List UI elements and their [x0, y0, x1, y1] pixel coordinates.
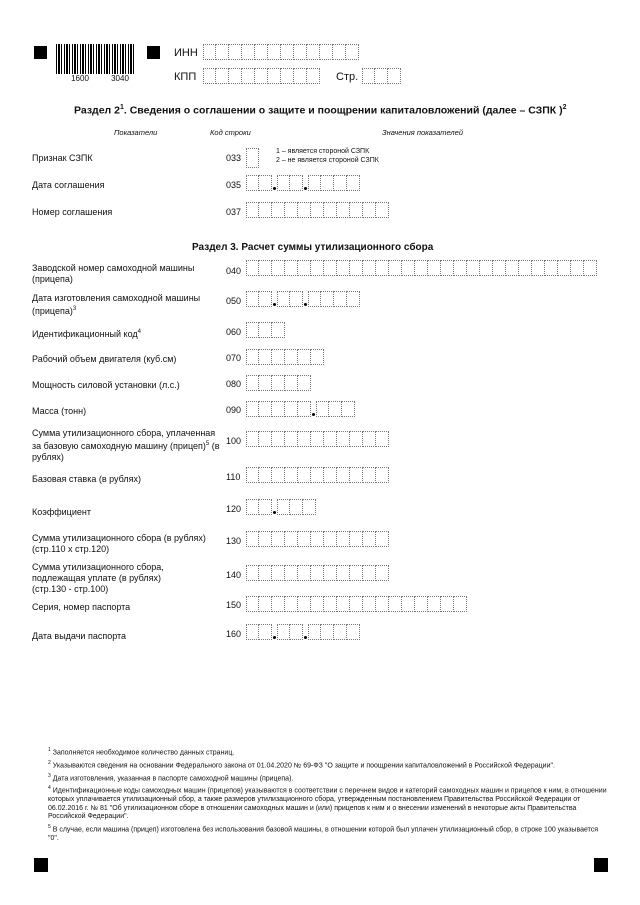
row-140-field[interactable] [246, 565, 389, 581]
row-150-field[interactable] [246, 596, 467, 612]
corner-marker-bottom-right [594, 858, 608, 872]
row-140-code: 140 [226, 570, 242, 580]
col-header-code: Код строки [210, 128, 251, 137]
row-150-label: Серия, номер паспорта [32, 602, 131, 612]
row-080-code: 080 [226, 379, 242, 389]
row-140-label: Сумма утилизационного сбора, подлежащая уплате (в рублях) (стр.130 - стр.100) [32, 562, 164, 594]
row-130-code: 130 [226, 536, 242, 546]
kpp-field[interactable] [203, 68, 320, 84]
footnote-1 [48, 746, 608, 758]
row-160-label: Дата выдачи паспорта [32, 631, 127, 641]
inn-field[interactable] [203, 44, 359, 60]
footnote-4 [48, 784, 608, 821]
col-header-indicators: Показатели [114, 128, 158, 137]
page-label: Стр. [336, 71, 359, 83]
row-033-hint2: 2 – не является стороной СЗПК [276, 157, 379, 164]
col-header-values: Значения показателей [382, 128, 464, 137]
footnote-3-num: 3 [48, 772, 51, 779]
footnote-5 [48, 823, 608, 843]
row-050-code: 050 [226, 296, 242, 306]
row-035-field[interactable] [246, 175, 360, 191]
row-150-code: 150 [226, 600, 242, 610]
row-033-label: Признак СЗПК [32, 153, 93, 163]
row-070-label: Рабочий объем двигателя (куб.см) [32, 354, 177, 364]
footnote-1-num: 1 [48, 747, 51, 753]
row-100-field[interactable] [246, 431, 389, 447]
row-100-code: 100 [226, 436, 242, 446]
section2-title-prefix: Раздел 2 [74, 104, 120, 117]
row-037-code: 037 [226, 207, 242, 217]
row-100-sup: 5 [205, 441, 210, 447]
row-040-field[interactable] [246, 260, 597, 276]
row-110-field[interactable] [246, 467, 389, 483]
section2-title-rest: . Сведения о соглашении о защите и поощрении капиталовложений (далее – СЗПК ) [123, 104, 563, 117]
footnote-3 [48, 772, 608, 784]
footnote-2-text: Указываются сведения на основании Федерального закона от 01.04.2020 № 69-ФЗ "О защите и поощрении капиталовложений в Российской Федерации". [52, 762, 555, 770]
row-035-code: 035 [226, 180, 242, 190]
row-033-hint1: 1 – является стороной СЗПК [276, 148, 370, 155]
footnote-3-text: Дата изготовления, указанная в паспорте самоходной машины (прицепа). [52, 774, 294, 782]
inn-label: ИНН [174, 47, 198, 59]
row-070-code: 070 [226, 353, 242, 363]
row-050-field[interactable] [246, 291, 360, 307]
row-050-label [32, 293, 217, 317]
corner-marker-top-left [34, 46, 47, 59]
row-100-label-tail: (в рублях) [32, 441, 220, 462]
row-033-code: 033 [226, 153, 242, 163]
row-160-field[interactable] [246, 624, 360, 640]
kpp-label: КПП [174, 71, 197, 83]
row-037-field[interactable] [246, 202, 389, 218]
page-number-field[interactable] [362, 68, 401, 84]
footnote-5-text: В случае, если машина (прицеп) изготовлена без использования базовой машины, в отношении которой был уплачен утилизационный сбор, в строке 100 указывается "0". [48, 826, 599, 842]
row-100-label [32, 428, 222, 463]
row-120-code: 120 [226, 504, 242, 514]
footnote-2 [48, 759, 608, 771]
row-060-field[interactable] [246, 322, 285, 338]
row-120-field[interactable] [246, 499, 316, 515]
row-120-label: Коэффициент [32, 507, 91, 517]
row-080-label: Мощность силовой установки (л.с.) [32, 380, 180, 390]
row-130-field[interactable] [246, 531, 389, 547]
barcode-number-left: 1600 [71, 74, 89, 83]
row-060-label-text: Идентификационный код [32, 329, 138, 339]
row-060-code: 060 [226, 327, 242, 337]
barcode-numbers [60, 74, 140, 83]
row-040-code: 040 [226, 266, 242, 276]
row-050-label-text: Дата изготовления самоходной машины (прицепа) [32, 293, 201, 316]
section2-title-sup: 1 [119, 104, 124, 111]
row-160-code: 160 [226, 629, 242, 639]
section2-title [74, 104, 567, 117]
row-035-label: Дата соглашения [32, 180, 105, 190]
footnote-1-text: Заполняется необходимое количество данных страниц. [52, 749, 235, 757]
row-070-field[interactable] [246, 349, 324, 365]
footnotes [48, 746, 608, 844]
section2-title-sup2: 2 [562, 104, 567, 111]
row-037-label: Номер соглашения [32, 207, 113, 217]
row-050-sup: 3 [72, 306, 77, 312]
row-100-label-text: Сумма утилизационного сбора, уплаченная за базовую самоходную машину (прицеп) [32, 428, 216, 451]
row-060-sup: 4 [137, 329, 141, 335]
row-110-code: 110 [226, 472, 241, 482]
row-110-label: Базовая ставка (в рублях) [32, 474, 142, 484]
row-080-field[interactable] [246, 375, 311, 391]
row-090-label: Масса (тонн) [32, 406, 87, 416]
footnote-4-text: Идентификационные коды самоходных машин (прицепов) указываются в соответствии с перечнем видов и категорий самоходных машин и прицепов к ним, в отношении которых уплачивается утилизационный сбор, а также размеров утилизационного сбора, утвержденным постановлением Правительства Российской Федерации от 06.02.2016 г. № 81 "Об утилизационном сборе в отношении самоходных машин и (или) прицепов к ним и о внесении изменений в некоторые акты Правительства Российской Федерации". [48, 787, 607, 821]
footnote-4-num: 4 [48, 785, 51, 792]
row-060-label [32, 327, 141, 340]
footnote-2-num: 2 [48, 759, 51, 766]
section3-title: Раздел 3. Расчет суммы утилизационного сбора [192, 242, 434, 253]
footnote-5-num: 5 [48, 823, 51, 830]
barcode [56, 44, 134, 74]
corner-marker-top-mid [147, 46, 160, 59]
row-033-field[interactable] [246, 148, 259, 168]
row-130-label: Сумма утилизационного сбора (в рублях) (стр.110 х стр.120) [32, 533, 206, 554]
row-040-label: Заводской номер самоходной машины (прицепа) [32, 263, 195, 284]
barcode-number-right: 3040 [111, 74, 129, 83]
row-090-code: 090 [226, 405, 242, 415]
row-090-field[interactable] [246, 401, 355, 417]
corner-marker-bottom-left [34, 858, 48, 872]
